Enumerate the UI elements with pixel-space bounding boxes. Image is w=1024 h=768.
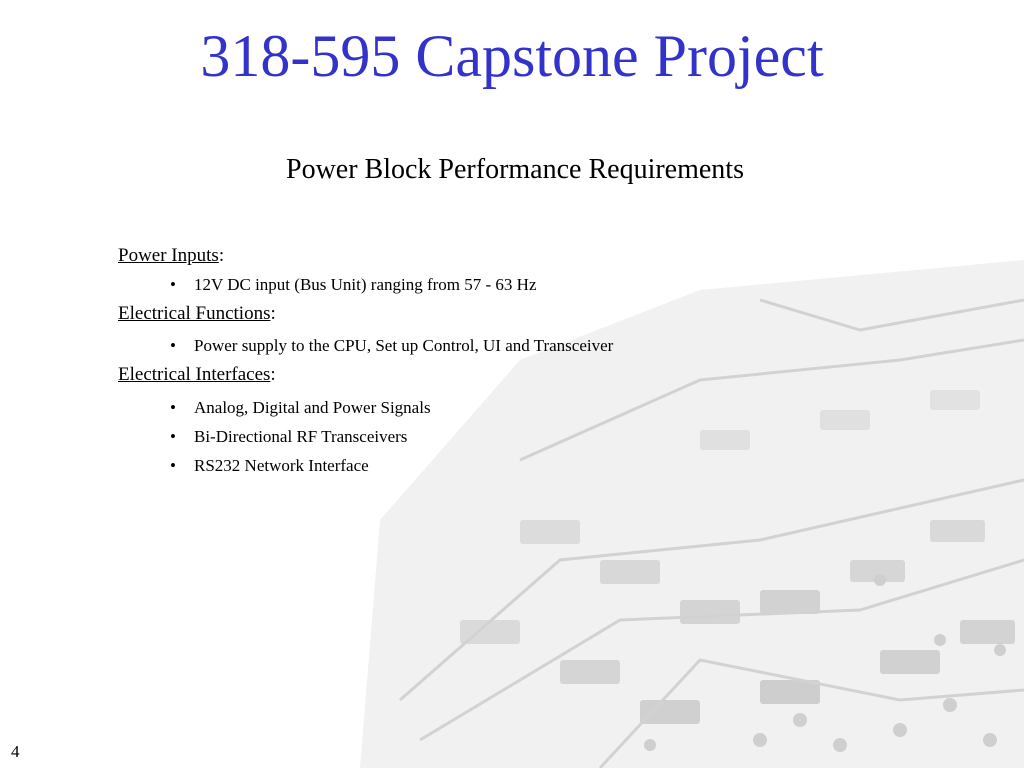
bullet-item bbox=[170, 273, 613, 297]
heading-colon: : bbox=[218, 245, 225, 266]
bullet-text: Analog, Digital and Power Signals bbox=[194, 398, 431, 417]
heading-label: Electrical Interfaces bbox=[118, 364, 271, 385]
bullet-text: RS232 Network Interface bbox=[194, 456, 369, 475]
heading-label: Power Inputs bbox=[118, 245, 219, 266]
requirements-list bbox=[118, 244, 613, 483]
bullet-item bbox=[170, 334, 613, 358]
bullet-list bbox=[118, 396, 613, 478]
bullet-dot-icon: • bbox=[170, 456, 176, 475]
bullet-item bbox=[170, 425, 613, 449]
section-electrical-functions bbox=[118, 302, 613, 358]
bullet-item bbox=[170, 396, 613, 420]
slide-subtitle: Power Block Performance Requirements bbox=[286, 154, 744, 185]
section-heading bbox=[118, 244, 613, 268]
section-heading bbox=[118, 363, 613, 387]
bullet-dot-icon: • bbox=[170, 398, 176, 417]
heading-colon: : bbox=[270, 303, 276, 324]
heading-colon: : bbox=[270, 364, 276, 385]
bullet-text: Power supply to the CPU, Set up Control, UI and Transceiver bbox=[194, 336, 614, 355]
bullet-text: 12V DC input (Bus Unit) ranging from 57 - 63 Hz bbox=[194, 275, 537, 294]
bullet-list bbox=[118, 334, 613, 358]
section-heading bbox=[118, 302, 613, 326]
heading-label: Electrical Functions bbox=[118, 303, 271, 324]
bullet-dot-icon: • bbox=[170, 336, 176, 355]
bullet-item bbox=[170, 454, 613, 478]
section-power-inputs bbox=[118, 244, 613, 297]
bullet-dot-icon: • bbox=[170, 427, 176, 446]
bullet-text: Bi-Directional RF Transceivers bbox=[194, 427, 408, 446]
section-electrical-interfaces bbox=[118, 363, 613, 478]
slide-title: 318-595 Capstone Project bbox=[200, 23, 824, 89]
slide-number: 4 bbox=[11, 742, 20, 761]
bullet-list bbox=[118, 273, 613, 297]
bullet-dot-icon: • bbox=[170, 275, 176, 294]
